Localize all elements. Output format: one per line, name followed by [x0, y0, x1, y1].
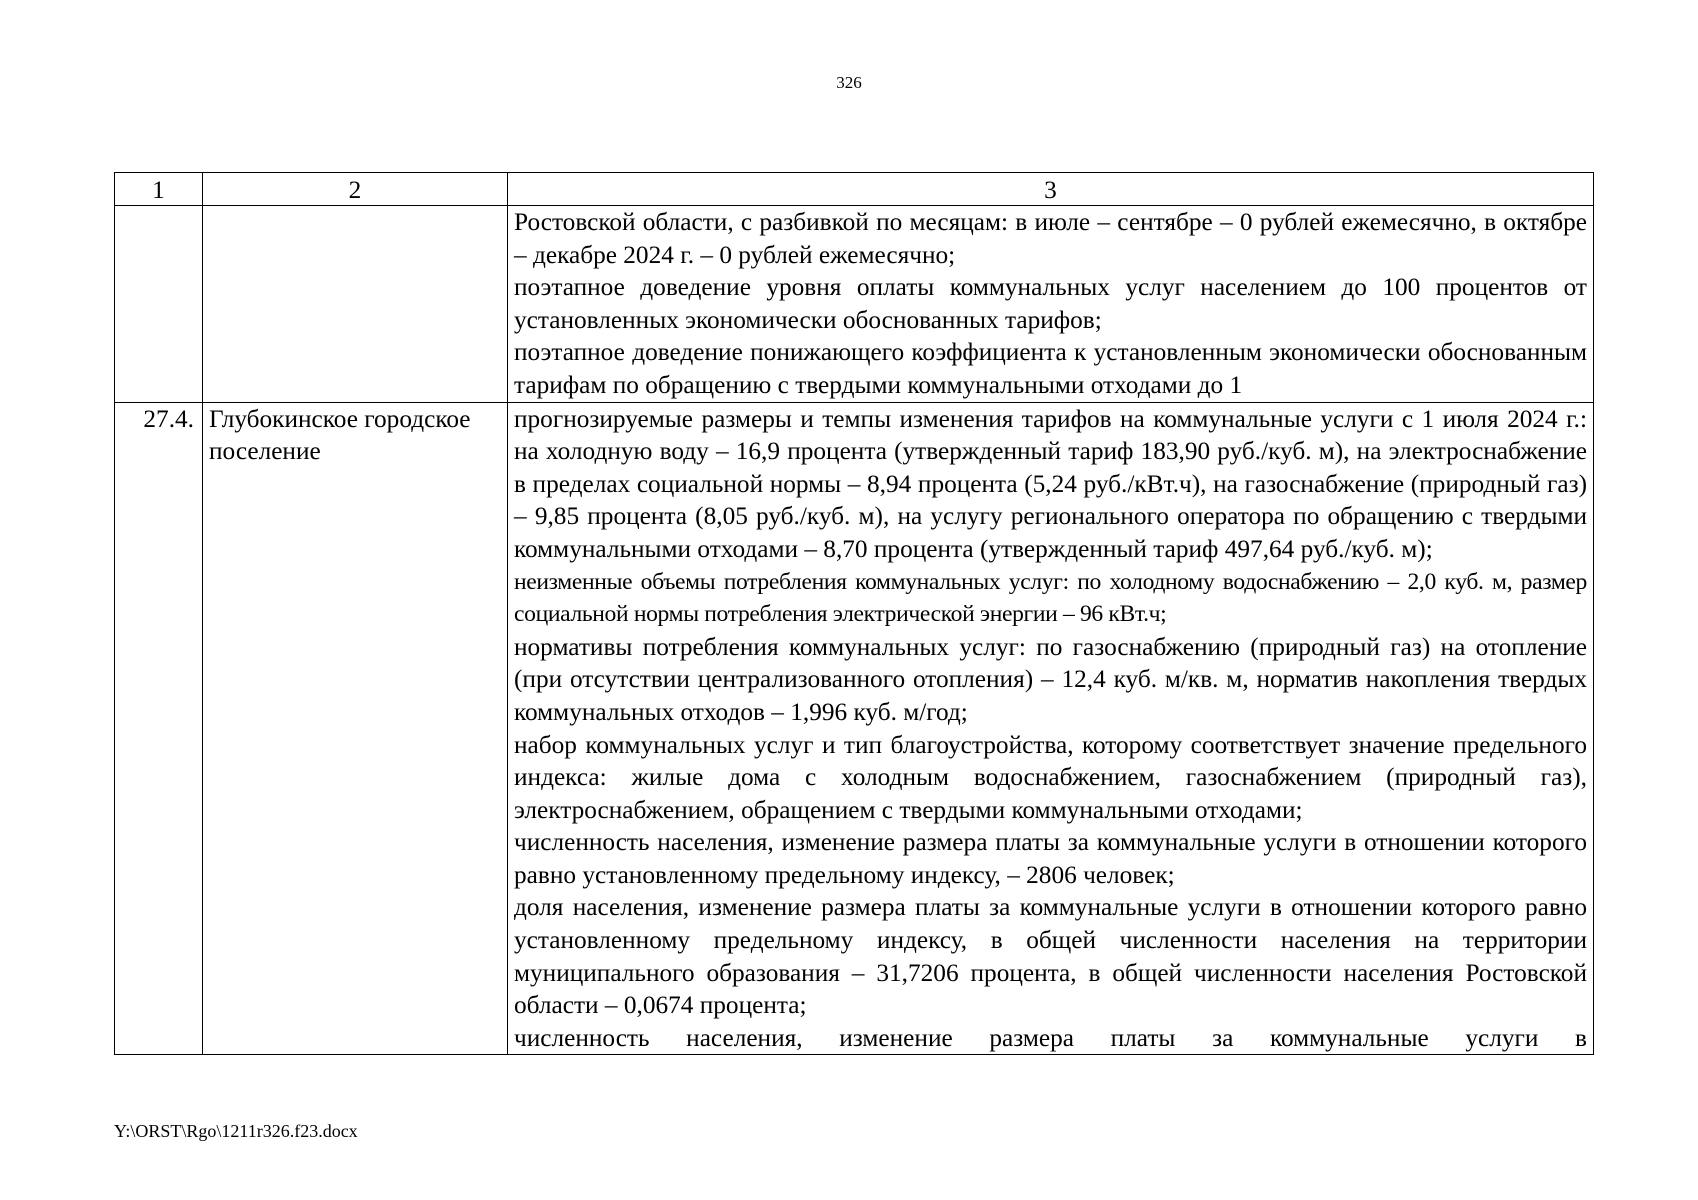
paragraph: численность населения, изменение размера платы за коммунальные услуги в отношении которого равно установленному предельному индексу, – 2806 человек;	[514, 828, 1587, 889]
paragraph: численность населения, изменение размера платы за коммунальные услуги в	[514, 1023, 1587, 1052]
column-header-3: 3	[508, 173, 1594, 206]
page-number: 326	[836, 73, 862, 92]
settlement-name-cell: Глубокинское городское поселение	[203, 402, 508, 1055]
footer-file-path: Y:\ORST\Rgo\1211r326.f23.docx	[114, 1121, 358, 1141]
paragraph: набор коммунальных услуг и тип благоустройства, которому соответствует значение предельного индекса: жилые дома с холодным водоснабжением, газоснабжением (природный газ), электроснабжением, обращением с твердыми коммунальными отходами;	[514, 730, 1587, 824]
paragraph: поэтапное доведение понижающего коэффициента к установленным экономически обоснованным тарифам по обращению с твердыми коммунальными отходами до 1	[514, 338, 1587, 399]
table-row-27-4	[115, 402, 1594, 1055]
paragraph: прогнозируемые размеры и темпы изменения тарифов на коммунальные услуги с 1 июля 2024 г.: на холодную воду – 16,9 процента (утвержденный тариф 183,90 руб./куб. м), на электроснабжение в пределах социальной нормы – 8,94 процента (5,24 руб./кВт.ч), на газоснабжение (природный газ) – 9,85 процента (8,05 руб./куб. м), на услугу регионального оператора по обращению с твердыми коммунальными отходами – 8,70 процента (утвержденный тариф 497,64 руб./куб. м);	[514, 404, 1587, 563]
row-number-cell	[115, 206, 203, 403]
paragraph: неизменные объемы потребления коммунальных услуг: по холодному водоснабжению – 2,0 куб. м, размер социальной нормы потребления электрической энергии – 96 кВт.ч;	[514, 568, 1587, 628]
paragraph: поэтапное доведение уровня оплаты коммунальных услуг населением до 100 процентов от установленных экономически обоснованных тарифов;	[514, 273, 1587, 334]
settlement-name-cell	[203, 206, 508, 403]
description-cell	[508, 402, 1594, 1055]
description-cell	[508, 206, 1594, 403]
paragraph: доля населения, изменение размера платы за коммунальные услуги в отношении которого равно установленному предельному индексу, в общей численности населения на территории муниципального образования – 31,7206 процента, в общей численности населения Ростовской области – 0,0674 процента;	[514, 893, 1587, 1020]
paragraph: нормативы потребления коммунальных услуг: по газоснабжению (природный газ) на отопление (при отсутствии централизованного отопления) – 12,4 куб. м/кв. м, норматив накопления твердых коммунальных отходов – 1,996 куб. м/год;	[514, 632, 1587, 726]
row-number-cell: 27.4.	[115, 402, 203, 1055]
column-header-1: 1	[115, 173, 203, 206]
column-header-2: 2	[203, 173, 508, 206]
table-row-continuation	[115, 206, 1594, 403]
paragraph: Ростовской области, с разбивкой по месяцам: в июле – сентябре – 0 рублей ежемесячно, в октябре – декабре 2024 г. – 0 рублей ежемесячно;	[514, 208, 1587, 269]
table-header-row	[115, 173, 1594, 206]
tariff-table	[114, 172, 1594, 1055]
